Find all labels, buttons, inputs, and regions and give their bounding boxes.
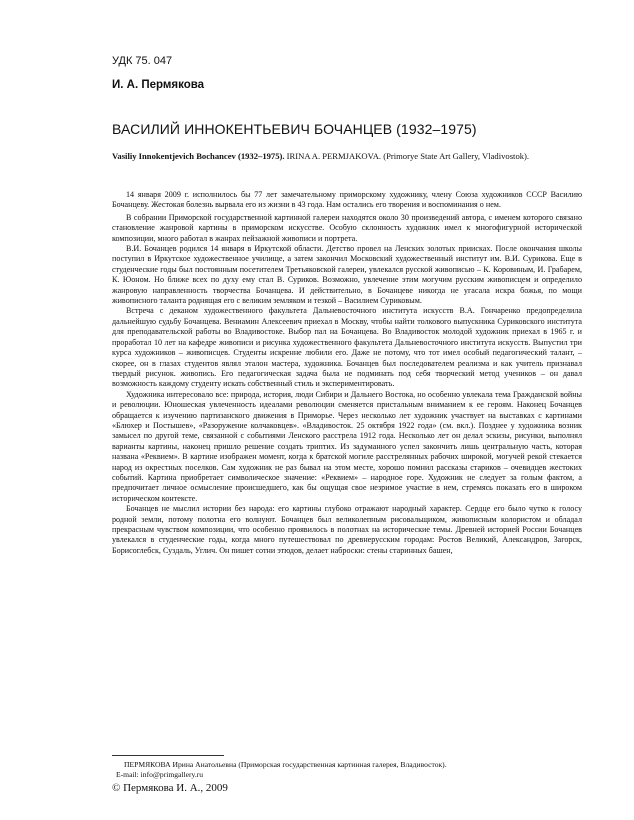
body-paragraph: В собрании Приморской государственной картинной галереи находятся около 30 произведений автора, с именем которого связано становление жанровой картины в приморском искусстве. Особую склонность художник имел к многофигурной исторической композиции, много работал в жанрах пейзажной живописи и портрета. — [112, 212, 582, 243]
body-paragraph: Встреча с деканом художественного факультета Дальневосточного института искусств В.А. Гончаренко предопределила дальнейшую судьбу Бочанцева. Вениамин Алексеевич приехал в Москву, чтобы найти толкового выпускника Суриковского института для преподавательской работы во Владивостоке. Выбор пал на Бочанцева. Во Владивосток молодой художник приехал в 1965 г. и проработал 10 лет на кафедре живописи и рисунка художественного факультета Дальневосточного института искусств. Выпустил три курса художников – живописцев. Студенты искренне любили его. Даже не потому, что тот имел особый педагогический талант, – скорее, он в глазах студентов являл эталон мастера, художника. Бочанцев был последователем реализма и как учитель признавал твердый рисунок. живопись. Его педагогическая задача была не подминать под себя творческий метод учеников – он давал возможность каждому студенту искать собственный стиль и экспериментировать. — [112, 306, 582, 389]
body-paragraph: 14 января 2009 г. исполнилось бы 77 лет замечательному приморскому художнику, члену Союза художников СССР Василию Бочанцеву. Жестокая болезнь вырвала его из жизни в 43 года. Нам остались его творения и воспоминания о нем. — [112, 190, 582, 210]
article-body — [112, 184, 582, 556]
copyright-notice: © Пермякова И. А., 2009 — [112, 782, 228, 794]
footnote-affiliation: ПЕРМЯКОВА Ирина Анатольевна (Приморская государственная картинная галерея, Владивосток). — [124, 760, 447, 769]
author-name: И. А. Пермякова — [112, 79, 205, 91]
footnote-divider — [112, 755, 224, 756]
body-paragraph: Бочанцев не мыслил истории без народа: его картины глубоко отражают народный характер. Сердце его было чутко к голосу родной земли, потому полотна его волнуют. Бочанцев был великолепным рисовальщиком, живописным колористом и обладал прекрасным чувством композиции, что особенно проявилось в полотнах на исторические темы. Древней историей России Бочанцев увлекался в студенческие годы, когда много путешествовал по древнерусским городам: Ростов Великий, Александров, Загорск, Борисоглебск, Суздаль, Углич. Он пишет сотни этюдов, делает наброски: стены старинных башен, — [112, 504, 582, 555]
body-paragraph: Художника интересовало все: природа, история, люди Сибири и Дальнего Востока, но особенно увлекала тема Гражданской войны и революции. Юношеская увлеченность идеалами революции сменяется пристальным вниманием к ее героям. Наконец Бочанцев обращается к изучению партизанского движения в Приморье. Через несколько лет художник участвует на выставках с картинами «Блюхер и Постышев», «Разоружение колчаковцев». «Владивосток. 25 октября 1922 года» (см. вкл.). Позднее у художника возник замысел по другой теме, связанной с событиями Ленского расстрела 1912 года. Несколько лет он делал эскизы, рисунки, выполнял варианты картины, наконец пришло решение создать триптих. Из задуманного успел закончить лишь центральную часть, которая названа «Реквием». В картине изображен момент, когда к братской могиле расстрелянных рабочих широкой, могучей рекой стекается народ из окрестных поселков. Сам художник не раз бывал на этом месте, хорошо помнил рассказы стариков – очевидцев жестоких событий. Картина приобретает символическое значение: «Реквием» – народное горе. Художник не следует за голым фактом, а предпочитает личное осмысление происшедшего, как бы ощущая свое незримое участие в нем, стремясь показать его в широком историческом контексте. — [112, 389, 582, 503]
body-paragraph: В.И. Бочанцев родился 14 января в Иркутской области. Детство провел на Ленских золотых приисках. После окончания школы поступил в Иркутское художественное училище, а затем закончил Московский художественный институт им. В.И. Сурикова. Еще в студенческие годы был постоянным посетителем Третьяковской галереи, увлекался русской живописью – К. Коровиным, И. Грабарем, К. Юоном. Но ближе всех по духу ему стал В. Суриков. Возможно, увлечение этим могучим русским живописцем и определило жанровую направленность творчества Бочанцева. И действительно, в Бочанцеве никогда не угасала искра божья, по мощи живописного таланта роднящая его с великим земляком и тезкой – Василием Суриковым. — [112, 244, 582, 306]
abstract-author-affiliation: IRINA A. PERMJAKOVA. (Primorye State Art Gallery, Vladivostok). — [284, 151, 530, 161]
english-abstract — [112, 151, 582, 163]
article-title: ВАСИЛИЙ ИННОКЕНТЬЕВИЧ БОЧАНЦЕВ (1932–1975) — [112, 121, 477, 137]
abstract-english-title: Vasiliy Innokentjevich Bochancev (1932–1975). — [112, 151, 285, 161]
footnote — [112, 760, 582, 795]
article-header — [112, 54, 582, 138]
udk-code: УДК 75. 047 — [112, 55, 173, 67]
footnote-email: E-mail: info@primgallery.ru — [116, 770, 204, 779]
